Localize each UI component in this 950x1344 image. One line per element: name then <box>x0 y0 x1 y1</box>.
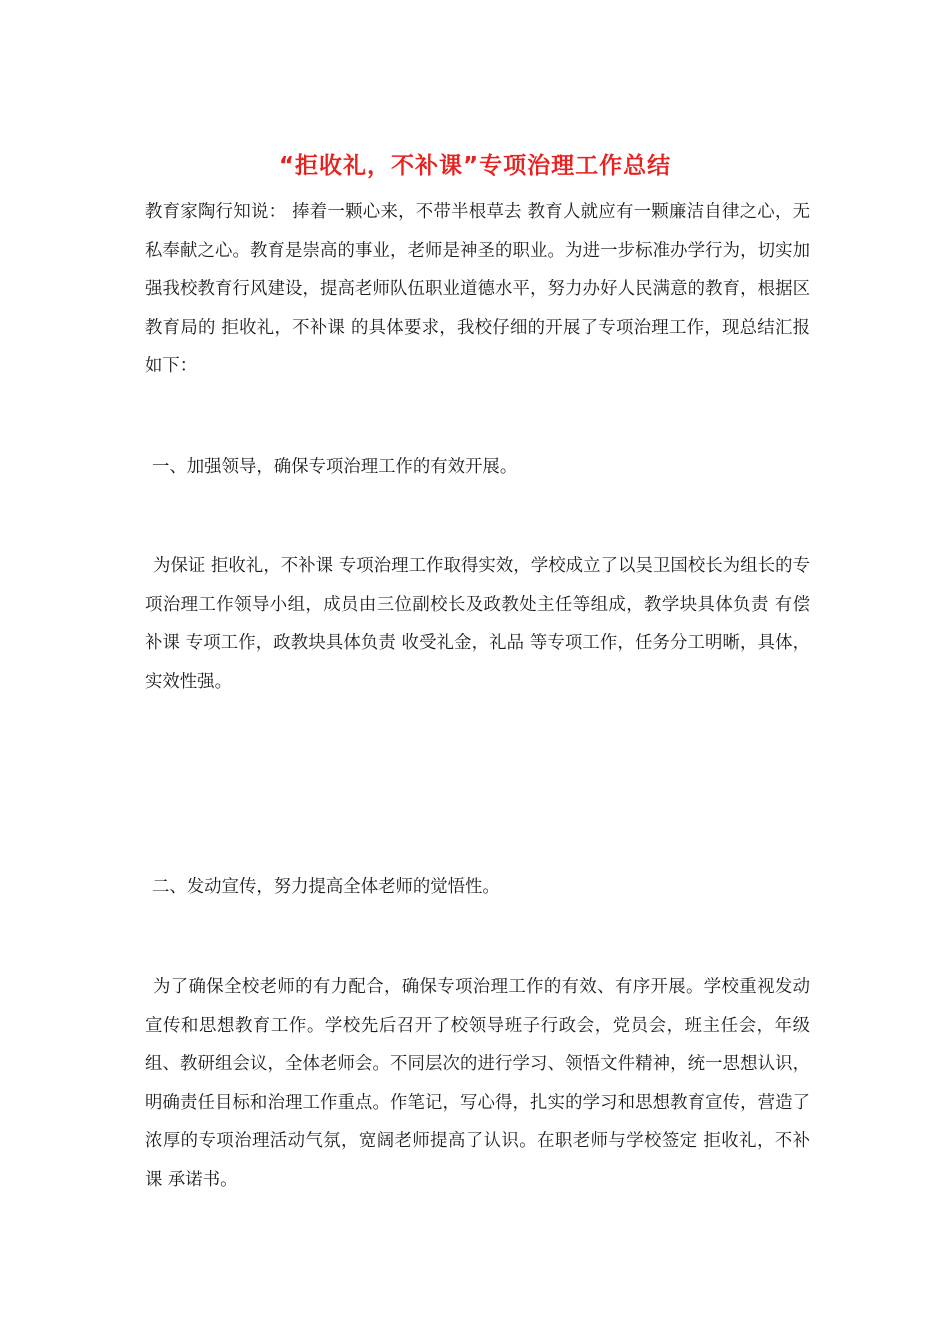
section-1-heading: 一、加强领导，确保专项治理工作的有效开展。 <box>152 457 518 477</box>
intro-paragraph: 教育家陶行知说： 捧着一颗心来，不带半根草去 教育人就应有一颗廉洁自律之心，无私奉献之心。教育是崇高的事业，老师是神圣的职业。为进一步标准办学行为，切实加强我校教育行风建设，提高老师队伍职业道德水平，努力办好人民满意的教育，根据区教育局的 拒收礼，不补课 的具体要求，我校仔细的开展了专项治理工作，现总结汇报如下： <box>145 202 810 376</box>
section-2-body: 为了确保全校老师的有力配合，确保专项治理工作的有效、有序开展。学校重视发动宣传和思想教育工作。学校先后召开了校领导班子行政会，党员会，班主任会，年级组、教研组会议，全体老师会。不同层次的进行学习、领悟文件精神，统一思想认识，明确责任目标和治理工作重点。作笔记，写心得，扎实的学习和思想教育宣传，营造了浓厚的专项治理活动气氛，宽阔老师提高了认识。在职老师与学校签定 拒收礼，不补课 承诺书。 <box>145 977 810 1190</box>
section-1-body: 为保证 拒收礼，不补课 专项治理工作取得实效，学校成立了以吴卫国校长为组长的专项治理工作领导小组，成员由三位副校长及政教处主任等组成，教学块具体负责 有偿补课 专项工作，政教块具体负责 收受礼金，礼品 等专项工作，任务分工明晰，具体，实效性强。 <box>145 556 810 692</box>
section-2-heading: 二、发动宣传，努力提高全体老师的觉悟性。 <box>152 877 500 897</box>
document-title: “拒收礼，不补课”专项治理工作总结 <box>278 153 672 179</box>
